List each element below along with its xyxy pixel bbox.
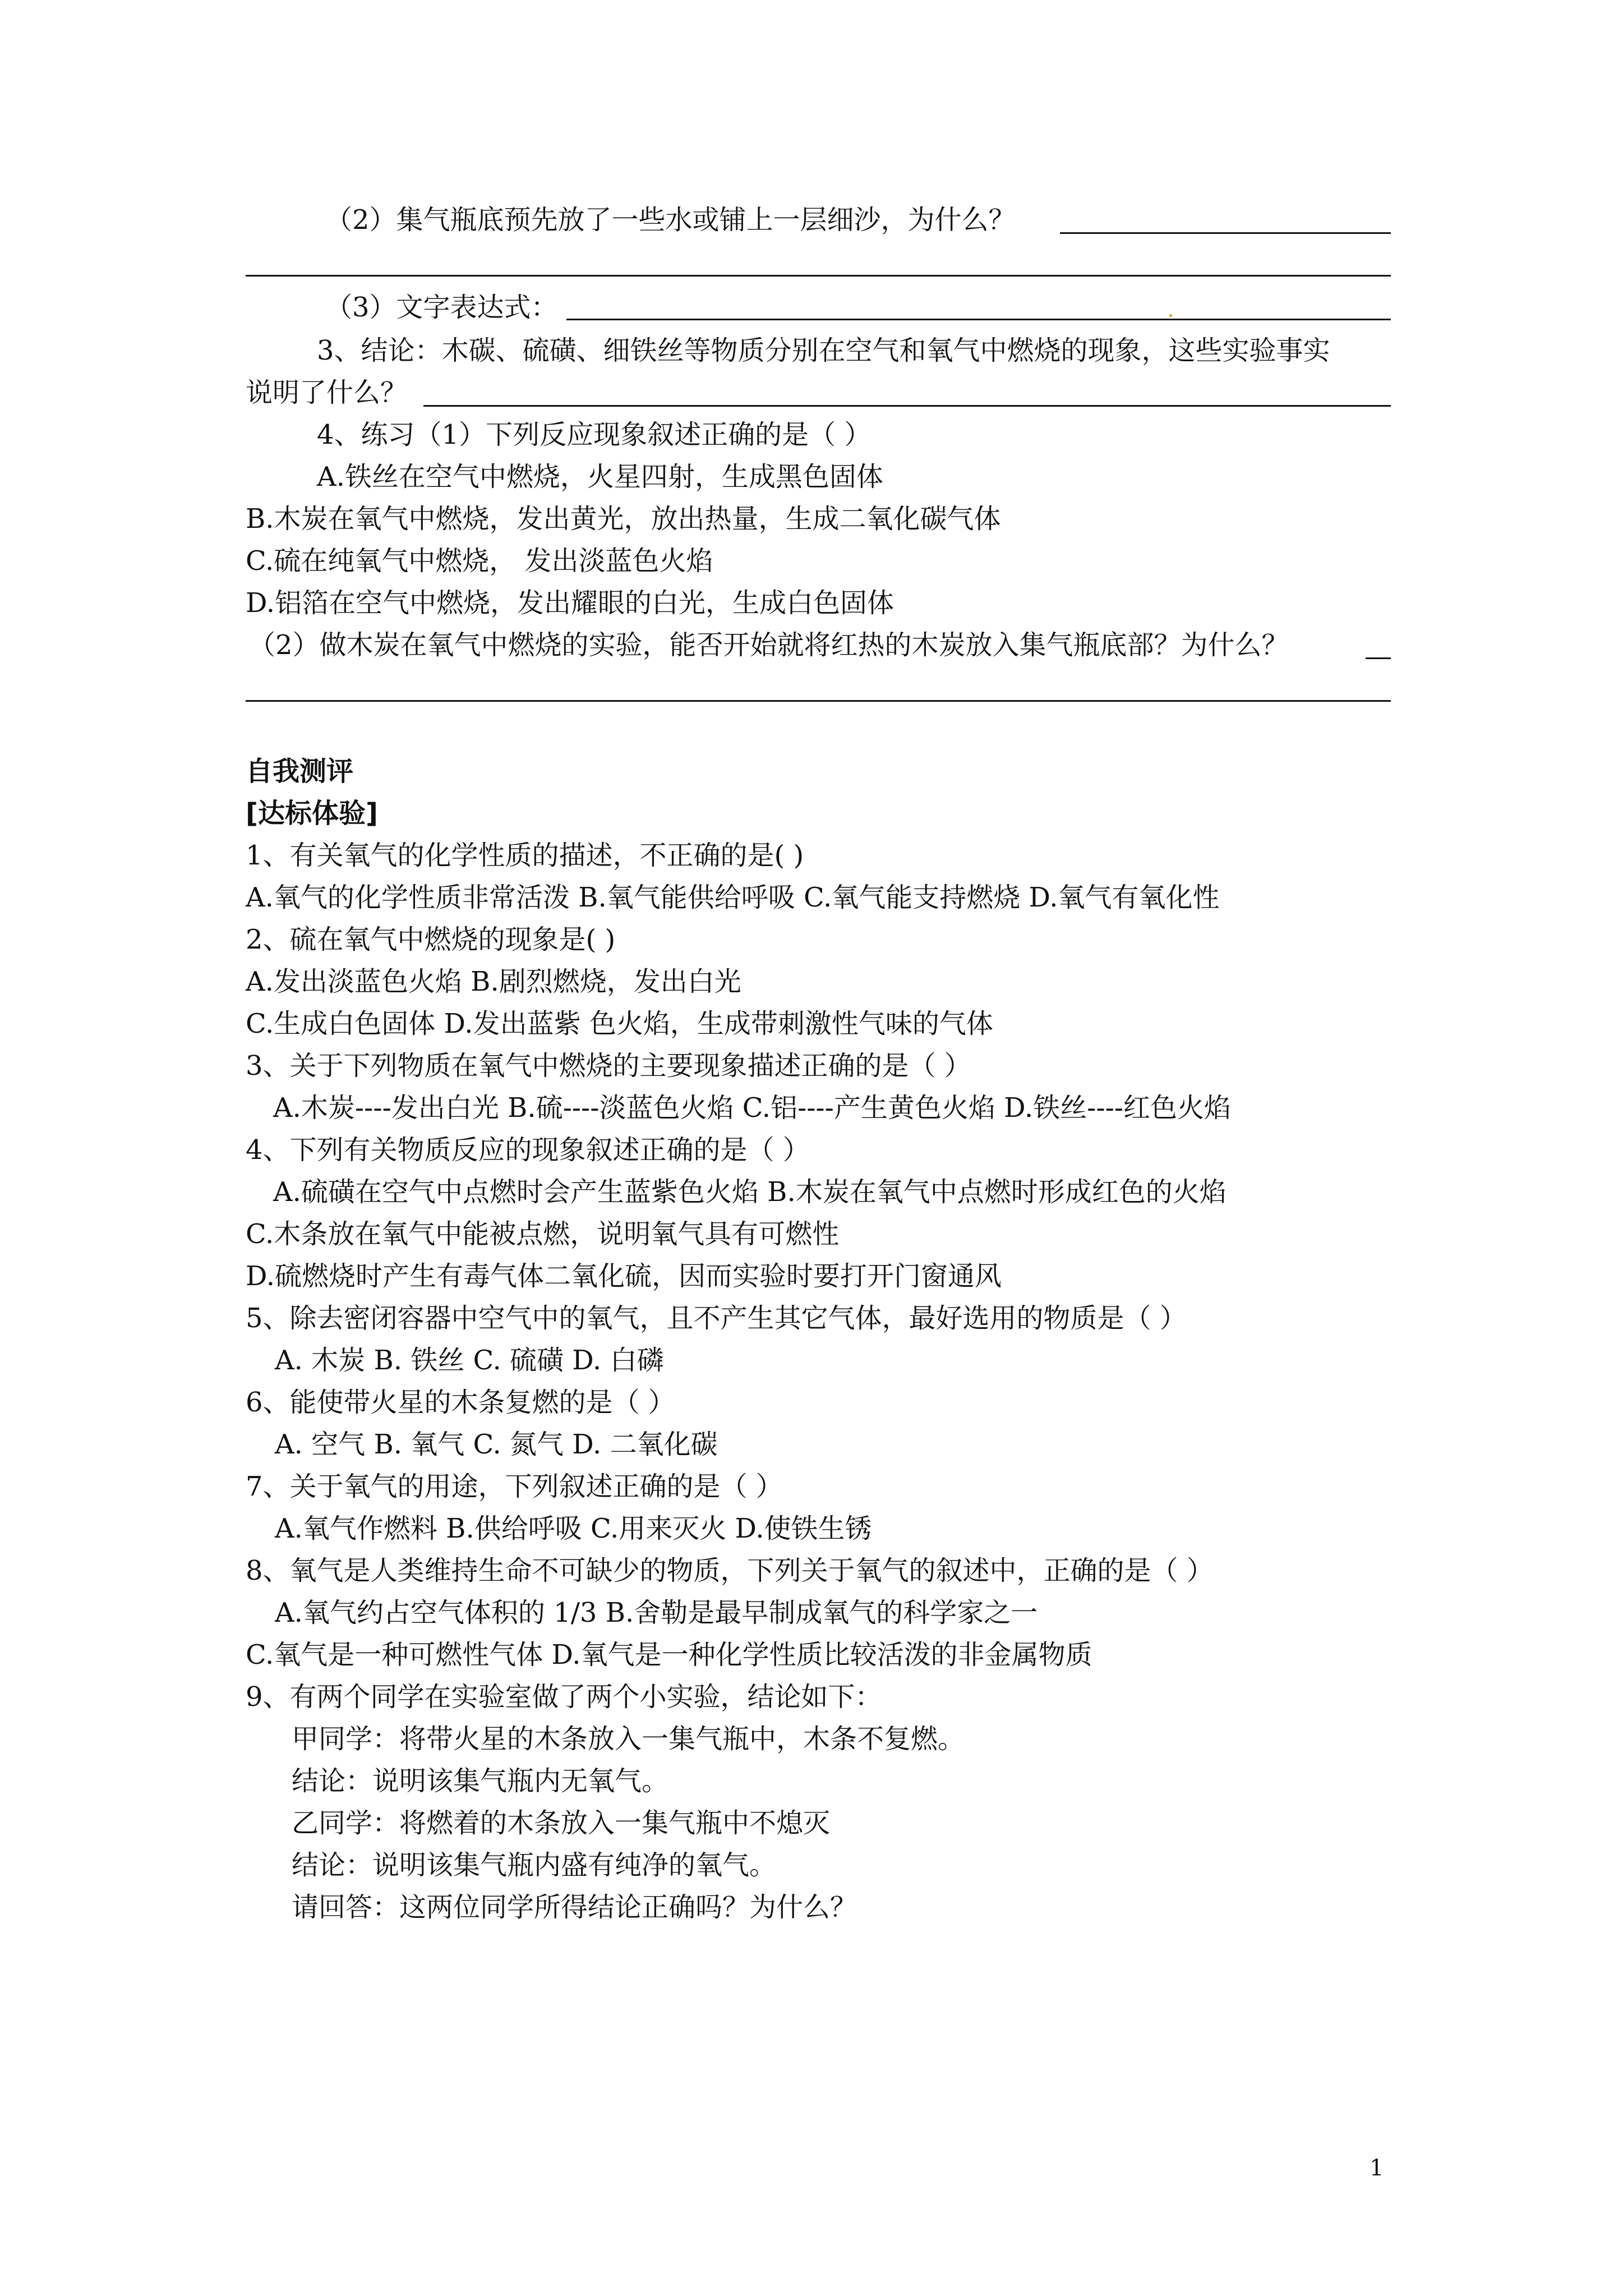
q4-option-d: D.硫燃烧时产生有毒气体二氧化硫，因而实验时要打开门窗通风 [246, 1260, 1002, 1292]
stray-mark [1169, 314, 1172, 317]
practice-option-a: A.铁丝在空气中燃烧，火星四射，生成黑色固体 [317, 461, 883, 493]
practice-title: 4、练习（1）下列反应现象叙述正确的是（ ） [317, 419, 872, 450]
q8-text: 8、氧气是人类维持生命不可缺少的物质，下列关于氧气的叙述中，正确的是（ ） [246, 1555, 1214, 1586]
q1-text: 1、有关氧气的化学性质的描述，不正确的是( ) [246, 840, 804, 871]
answer-blank-conclusion[interactable] [423, 405, 1391, 407]
q9-student-yi: 乙同学：将燃着的木条放入一集气瓶中不熄灭 [292, 1807, 831, 1839]
q9-student-jia: 甲同学：将带火星的木条放入一集气瓶中，木条不复燃。 [292, 1723, 965, 1755]
q3-text: 3、关于下列物质在氧气中燃烧的主要现象描述正确的是（ ） [246, 1050, 971, 1082]
q6-text: 6、能使带火星的木条复燃的是（ ） [246, 1387, 675, 1418]
q5-text: 5、除去密闭容器中空气中的氧气，且不产生其它气体，最好选用的物质是（ ） [246, 1303, 1187, 1334]
question-3-text: （3）文字表达式： [325, 292, 558, 323]
q4-options-a-b: A.硫磺在空气中点燃时会产生蓝紫色火焰 B.木炭在氧气中点燃时形成红色的火焰 [273, 1176, 1227, 1208]
q9-jia-conclusion: 结论：说明该集气瓶内无氧气。 [292, 1765, 669, 1797]
practice-option-c: C.硫在纯氧气中燃烧， 发出淡蓝色火焰 [246, 545, 713, 577]
answer-blank-q3[interactable] [566, 319, 1391, 320]
question-2-text: （2）集气瓶底预先放了一些水或铺上一层细沙，为什么？ [325, 204, 1016, 236]
q9-text: 9、有两个同学在实验室做了两个小实验，结论如下： [246, 1681, 882, 1713]
conclusion-line-2: 说明了什么？ [246, 377, 408, 408]
section-subheading: [达标体验] [246, 798, 378, 829]
answer-line-q2-continued[interactable] [246, 275, 1391, 277]
section-heading: 自我测评 [246, 756, 354, 787]
q2-options-2: C.生成白色固体 D.发出蓝紫 色火焰，生成带刺激性气味的气体 [246, 1008, 993, 1039]
q9-ask: 请回答：这两位同学所得结论正确吗？为什么？ [292, 1892, 857, 1923]
q5-options: A. 木炭 B. 铁丝 C. 硫磺 D. 白磷 [275, 1345, 664, 1376]
q4-text: 4、下列有关物质反应的现象叙述正确的是（ ） [246, 1134, 810, 1166]
q4-option-c: C.木条放在氧气中能被点燃，说明氧气具有可燃性 [246, 1218, 840, 1250]
q3-options: A.木炭----发出白光 B.硫----淡蓝色火焰 C.铝----产生黄色火焰 D.铁丝----红色火焰 [273, 1092, 1232, 1124]
q8-options-c-d: C.氧气是一种可燃性气体 D.氧气是一种化学性质比较活泼的非金属物质 [246, 1639, 1092, 1671]
q1-options: A.氧气的化学性质非常活泼 B.氧气能供给呼吸 C.氧气能支持燃烧 D.氧气有氧化性 [246, 882, 1220, 913]
practice-question-2: （2）做木炭在氧气中燃烧的实验，能否开始就将红热的木炭放入集气瓶底部？为什么？ [248, 629, 1289, 661]
q7-options: A.氧气作燃料 B.供给呼吸 C.用来灭火 D.使铁生锈 [275, 1513, 872, 1544]
q8-options-a-b: A.氧气约占空气体积的 1/3 B.舍勒是最早制成氧气的科学家之一 [275, 1597, 1038, 1628]
answer-blank-q2[interactable] [1060, 232, 1391, 234]
page-number: 1 [1370, 2155, 1384, 2181]
practice-option-b: B.木炭在氧气中燃烧，发出黄光，放出热量，生成二氧化碳气体 [246, 503, 1001, 535]
conclusion-line-1: 3、结论：木碳、硫磺、细铁丝等物质分别在空气和氧气中燃烧的现象，这些实验事实 [317, 335, 1330, 366]
practice-option-d: D.铝箔在空气中燃烧，发出耀眼的白光，生成白色固体 [246, 587, 895, 619]
q2-text: 2、硫在氧气中燃烧的现象是( ) [246, 924, 616, 955]
answer-line-practice-q2[interactable] [246, 700, 1391, 702]
q6-options: A. 空气 B. 氧气 C. 氮气 D. 二氧化碳 [275, 1429, 718, 1460]
q7-text: 7、关于氧气的用途，下列叙述正确的是（ ） [246, 1471, 783, 1502]
answer-blank-practice-q2[interactable] [1366, 657, 1391, 659]
q2-options-1: A.发出淡蓝色火焰 B.剧烈燃烧，发出白光 [246, 966, 741, 997]
q9-yi-conclusion: 结论：说明该集气瓶内盛有纯净的氧气。 [292, 1849, 777, 1881]
